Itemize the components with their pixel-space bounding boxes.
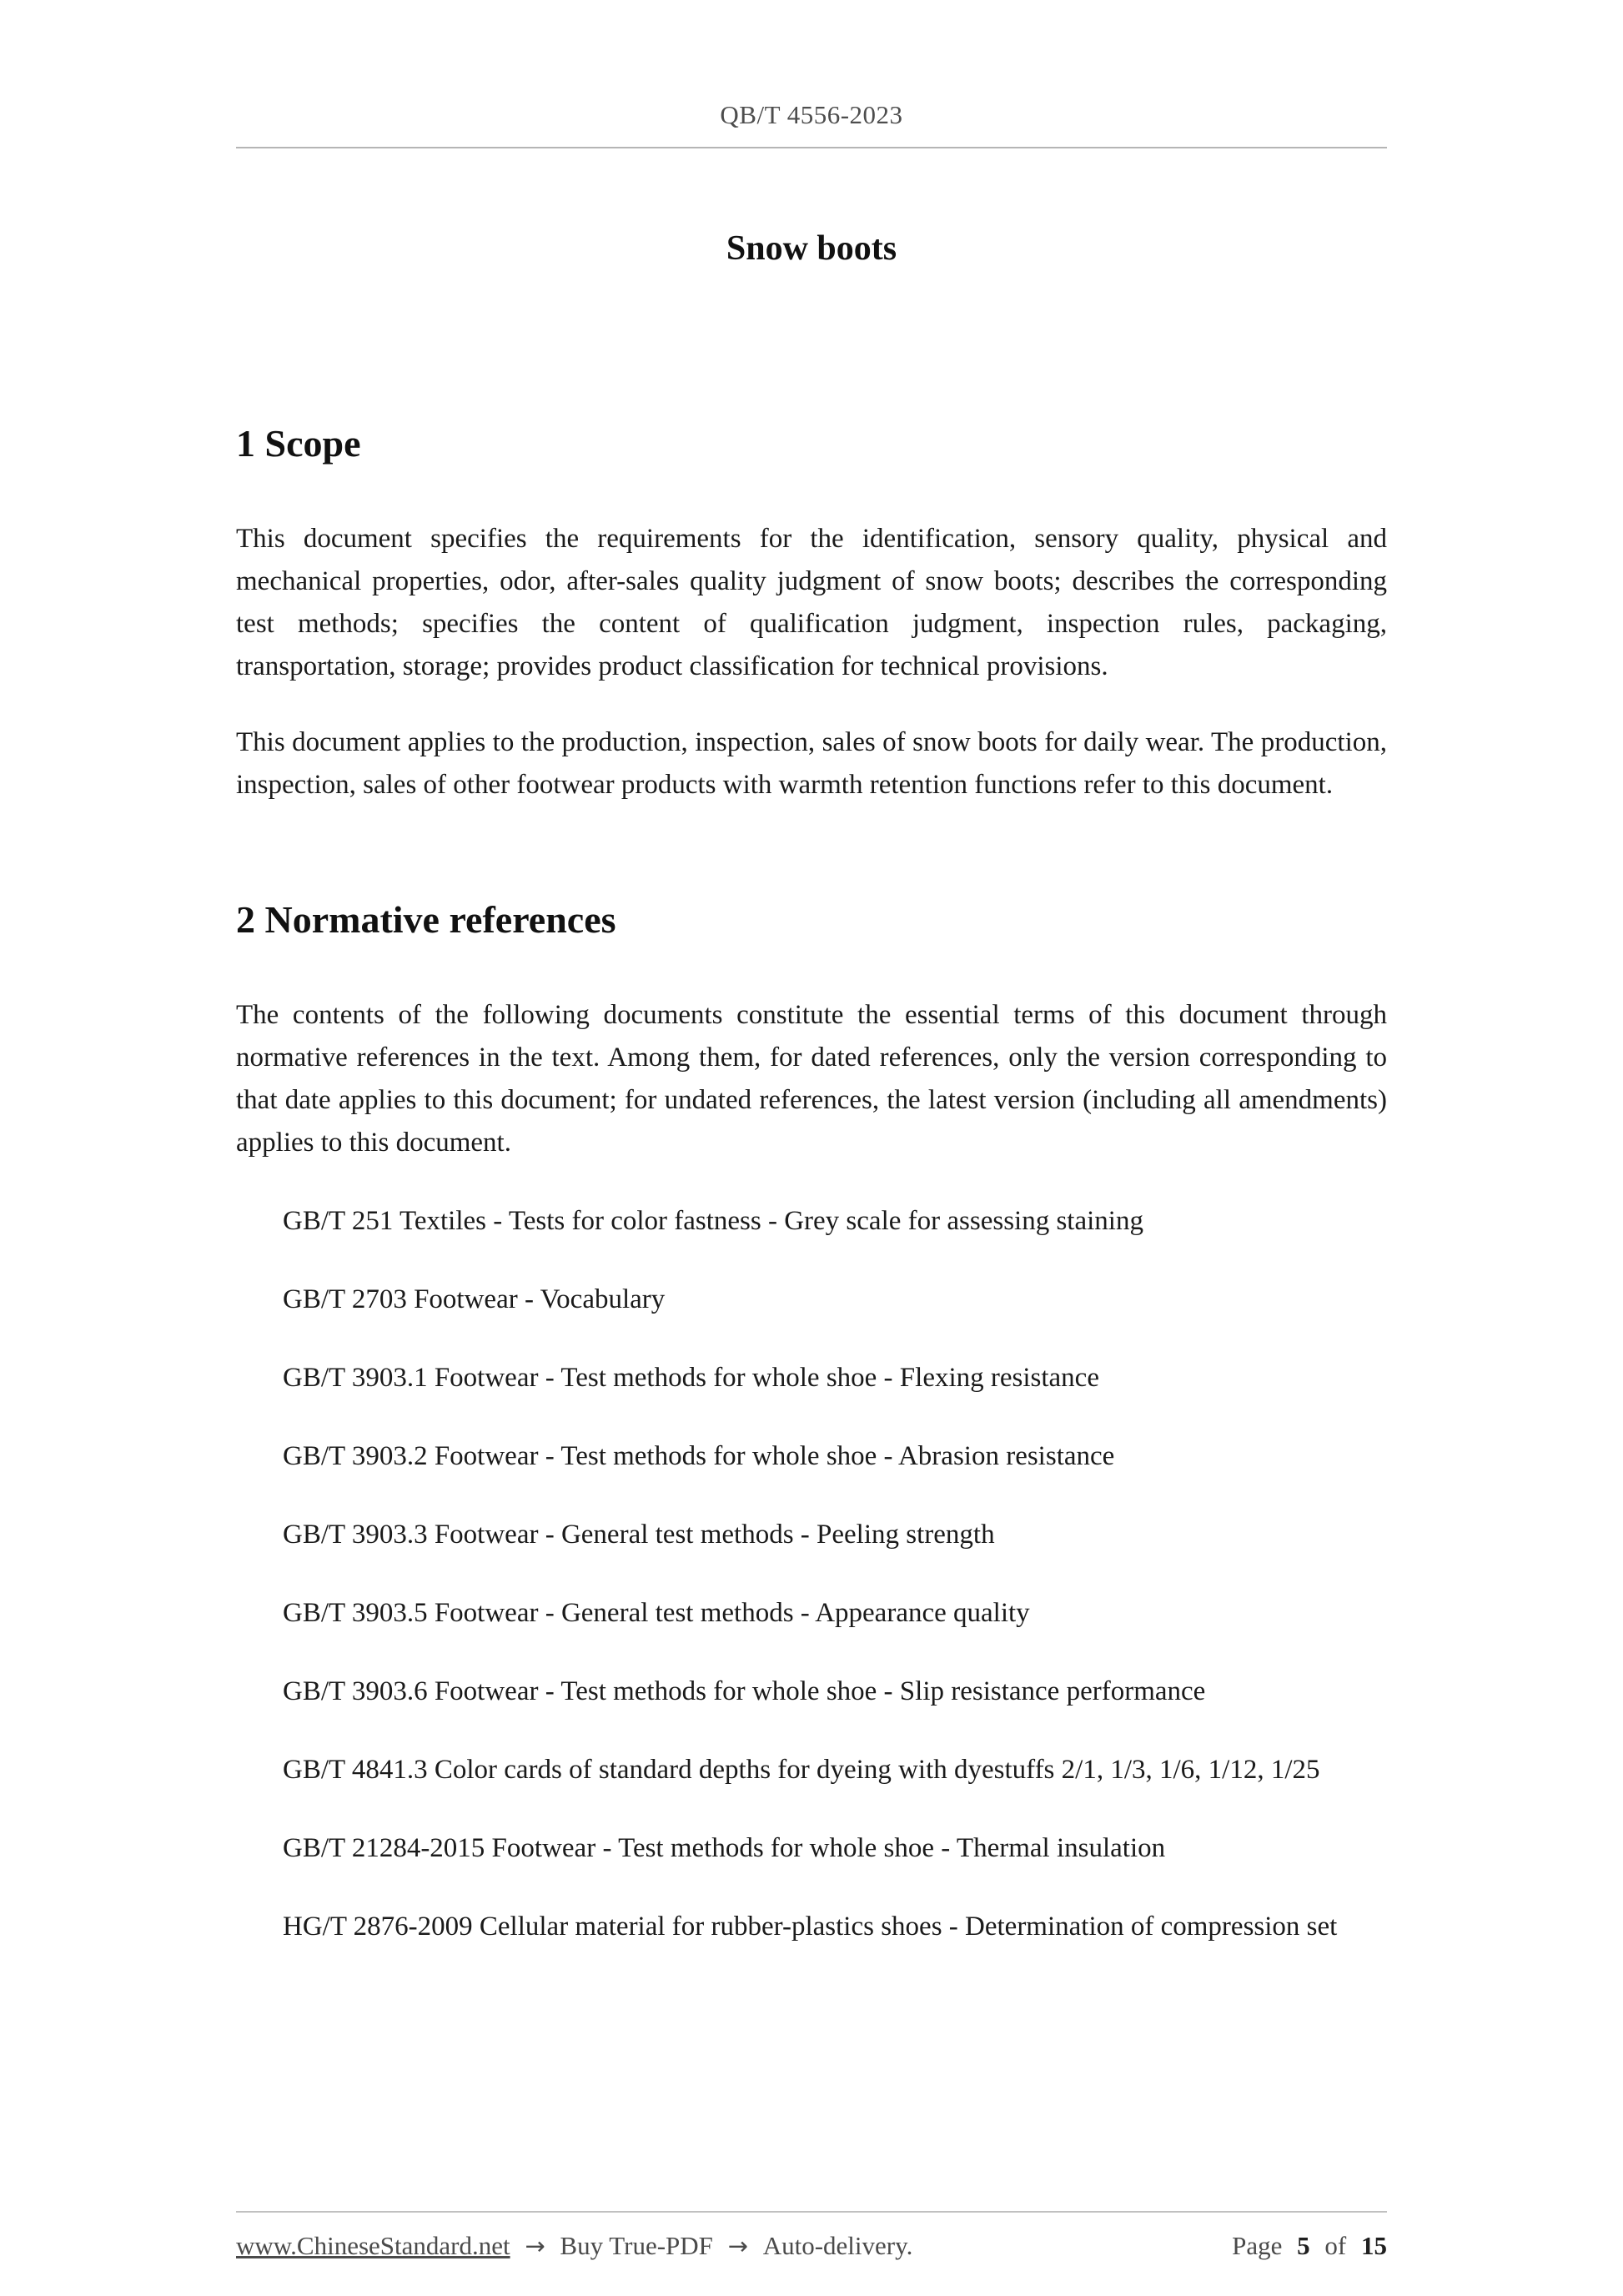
page-total-number: 15 [1361,2231,1387,2260]
reference-item: GB/T 2703 Footwear - Vocabulary [283,1284,666,1315]
section-normative-references [236,897,1387,1948]
header-rule [236,147,1387,148]
reference-item: GB/T 4841.3 Color cards of standard depths for dyeing with dyestuffs 2/1, 1/3, 1/6, 1/12, 1/25 [283,1755,1320,1786]
paragraph-scope-1: This document specifies the requirements for the identification, sensory quality, physical and mechanical properties, odor, after-sales quality judgment of snow boots; describes the corresponding test methods; specifies the content of qualification judgment, inspection rules, packaging, transportation, storage; provides product classification for technical provisions. [236,524,1387,682]
page-current-number: 5 [1297,2231,1310,2260]
page-label: Page [1232,2231,1283,2260]
section-scope [236,420,1387,806]
footer-link[interactable]: www.ChineseStandard.net [236,2231,510,2260]
document-footer [236,2211,1387,2261]
paragraph-normative-intro: The contents of the following documents constitute the essential terms of this document through normative references in the text. Among them, for dated references, only the version corresponding to that date applies to this document; for undated references, the latest version (including all amendments) applies to this document. [236,1000,1387,1158]
of-label: of [1324,2231,1347,2260]
reference-item: GB/T 3903.5 Footwear - General test methods - Appearance quality [283,1598,1030,1629]
page-title: Snow boots [726,229,897,268]
paragraph-scope-2: This document applies to the production, inspection, sales of snow boots for daily wear. The production, inspection, sales of other footwear products with warmth retention functions refer to this document. [236,727,1387,801]
document-header [236,100,1387,148]
reference-item: GB/T 3903.3 Footwear - General test methods - Peeling strength [283,1520,995,1550]
arrow-icon: → [525,2232,545,2260]
reference-item: GB/T 21284-2015 Footwear - Test methods for whole shoe - Thermal insulation [283,1833,1166,1864]
reference-item: GB/T 3903.6 Footwear - Test methods for whole shoe - Slip resistance performance [283,1676,1206,1707]
reference-item: HG/T 2876-2009 Cellular material for rubber-plastics shoes - Determination of compression set [283,1912,1338,1942]
footer-rule [236,2211,1387,2213]
footer-buy-text: Buy True-PDF [560,2231,713,2260]
reference-item: GB/T 251 Textiles - Tests for color fastness - Grey scale for assessing staining [283,1206,1143,1237]
footer-left [236,2231,912,2261]
doc-number: QB/T 4556-2023 [720,100,903,129]
section-heading-scope: 1 Scope [236,422,361,465]
page-indicator [1224,2231,1387,2261]
arrow-icon: → [727,2232,748,2260]
section-heading-normative-references: 2 Normative references [236,898,616,942]
reference-item: GB/T 3903.1 Footwear - Test methods for whole shoe - Flexing resistance [283,1363,1099,1394]
reference-item: GB/T 3903.2 Footwear - Test methods for whole shoe - Abrasion resistance [283,1441,1115,1472]
footer-delivery-text: Auto-delivery. [762,2231,913,2260]
